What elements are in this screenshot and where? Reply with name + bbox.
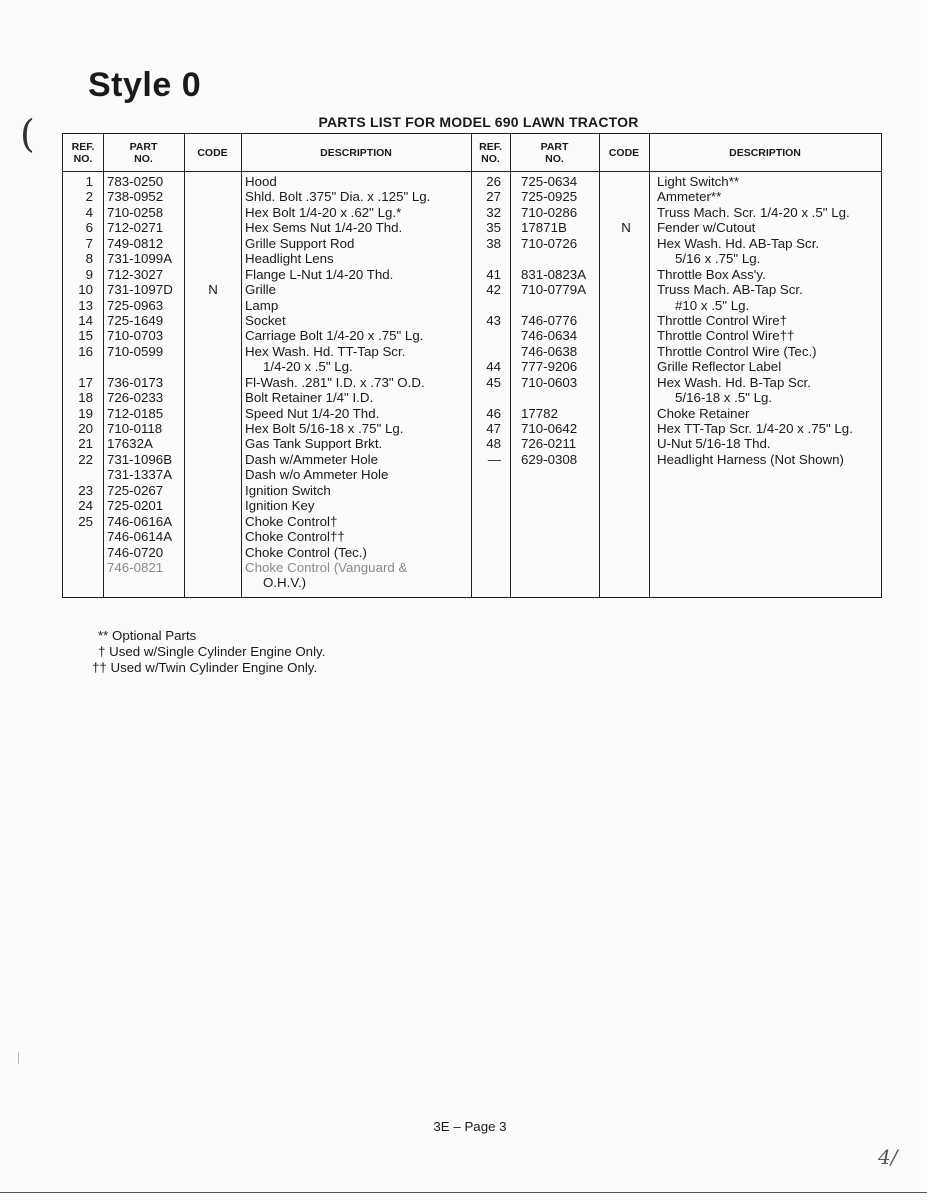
description-cell: Lamp xyxy=(245,297,279,313)
table-row xyxy=(63,467,881,482)
ref-cell: 42 xyxy=(486,282,501,298)
table-row xyxy=(63,328,881,343)
description-cell: Headlight Lens xyxy=(245,251,334,267)
part-no-cell: 17871B xyxy=(521,220,567,236)
description-cell: Grille Reflector Label xyxy=(657,359,782,375)
description-cell: Throttle Control Wire† xyxy=(657,312,788,328)
part-no-cell: 17632A xyxy=(107,436,153,452)
table-row xyxy=(63,220,881,235)
part-no-cell: 725-0925 xyxy=(521,189,578,205)
description-cell: Fl-Wash. .281" I.D. x .73" O.D. xyxy=(245,374,425,390)
table-row xyxy=(63,313,881,328)
ref-cell: 20 xyxy=(78,421,93,436)
style-title: Style 0 xyxy=(88,66,202,104)
ref-cell: 45 xyxy=(486,374,501,390)
part-no-cell: 731-1097D xyxy=(107,282,173,298)
description-cell: Dash w/o Ammeter Hole xyxy=(245,467,389,483)
ref-cell: 14 xyxy=(78,312,93,328)
part-no-cell: 725-1649 xyxy=(107,312,164,328)
ref-cell: 22 xyxy=(78,451,93,467)
description-cell: Hex Wash. Hd. TT-Tap Scr. xyxy=(245,343,406,359)
description-cell: Hex Bolt 1/4-20 x .62" Lg.* xyxy=(245,204,402,220)
description-cell: Hex Sems Nut 1/4-20 Thd. xyxy=(245,220,403,236)
description-cell: Grille xyxy=(245,282,277,298)
ref-cell: — xyxy=(487,451,501,467)
description-cell: Ignition Key xyxy=(245,498,315,514)
part-no-cell: 738-0952 xyxy=(107,189,164,205)
header-ref-no: REF. NO. xyxy=(71,140,95,165)
table-row xyxy=(63,406,881,421)
table-row xyxy=(63,529,881,544)
ref-cell: 32 xyxy=(486,204,501,220)
footnote-optional: ** Optional Parts xyxy=(98,628,197,643)
part-no-cell: 831-0823A xyxy=(521,266,587,282)
part-no-cell: 710-0642 xyxy=(521,421,578,436)
footnote-twin-cylinder: †† Used w/Twin Cylinder Engine Only. xyxy=(92,660,318,675)
description-cell: Throttle Control Wire (Tec.) xyxy=(657,343,817,359)
page-number: 3E – Page 3 xyxy=(433,1119,507,1134)
part-no-cell: 725-0963 xyxy=(107,297,164,313)
header-part-no: PART NO. xyxy=(540,140,569,165)
header-description: DESCRIPTION xyxy=(729,146,801,159)
part-no-cell: 731-1337A xyxy=(107,467,173,483)
description-cell: Headlight Harness (Not Shown) xyxy=(657,451,844,467)
table-row xyxy=(63,344,881,359)
part-no-cell: 710-0726 xyxy=(521,235,578,251)
header-divider xyxy=(63,171,881,172)
description-cell: Hex Wash. Hd. AB-Tap Scr. xyxy=(657,235,820,251)
description-cell: Bolt Retainer 1/4" I.D. xyxy=(245,390,374,406)
ref-cell: 35 xyxy=(486,220,501,236)
ref-cell: 47 xyxy=(486,421,501,436)
part-no-cell: 746-0616A xyxy=(107,513,173,529)
part-no-cell: 777-9206 xyxy=(521,359,578,375)
part-no-cell: 710-0603 xyxy=(521,374,578,390)
description-cell: Choke Control (Tec.) xyxy=(245,544,367,560)
table-row xyxy=(63,483,881,498)
table-row xyxy=(63,375,881,390)
description-cell: 5/16 x .75" Lg. xyxy=(675,251,761,267)
parts-list-title: PARTS LIST FOR MODEL 690 LAWN TRACTOR xyxy=(318,114,639,130)
part-no-cell: 731-1096B xyxy=(107,451,173,467)
ref-cell: 1 xyxy=(85,174,93,189)
ref-cell: 24 xyxy=(78,498,93,514)
part-no-cell: 746-0821 xyxy=(107,559,164,575)
description-cell: Fender w/Cutout xyxy=(657,220,756,236)
part-no-cell: 726-0211 xyxy=(521,436,577,452)
description-cell: Ammeter** xyxy=(657,189,722,205)
part-no-cell: 710-0258 xyxy=(107,204,164,220)
table-row xyxy=(63,390,881,405)
description-cell: Hood xyxy=(245,174,277,189)
ref-cell: 44 xyxy=(486,359,501,375)
description-cell: Gas Tank Support Brkt. xyxy=(245,436,383,452)
ref-cell: 38 xyxy=(486,235,501,251)
table-row xyxy=(63,421,881,436)
table-row xyxy=(63,174,881,189)
table-row xyxy=(63,267,881,282)
code-cell: N xyxy=(208,282,218,298)
ref-cell: 48 xyxy=(486,436,501,452)
table-row xyxy=(63,282,881,297)
ref-cell: 2 xyxy=(85,189,93,205)
ref-cell: 16 xyxy=(78,343,93,359)
bottom-rule xyxy=(0,1192,927,1193)
footnotes xyxy=(92,628,325,676)
ref-cell: 6 xyxy=(85,220,93,236)
margin-tick-mark xyxy=(18,1052,19,1064)
description-cell: Hex Wash. Hd. B-Tap Scr. xyxy=(657,374,811,390)
part-no-cell: 712-0271 xyxy=(107,220,164,236)
part-no-cell: 725-0634 xyxy=(521,174,578,189)
description-cell: 1/4-20 x .5" Lg. xyxy=(263,359,353,375)
description-cell: Socket xyxy=(245,312,286,328)
ref-cell: 8 xyxy=(85,251,93,267)
description-cell: Shld. Bolt .375" Dia. x .125" Lg. xyxy=(245,189,431,205)
right-rows xyxy=(63,174,881,467)
table-row xyxy=(63,560,881,575)
description-cell: Throttle Control Wire†† xyxy=(657,328,795,344)
description-cell: Choke Retainer xyxy=(657,405,750,421)
code-cell: N xyxy=(621,220,631,236)
description-cell: Truss Mach. AB-Tap Scr. xyxy=(657,282,803,298)
parts-table xyxy=(62,133,882,598)
ref-cell: 21 xyxy=(78,436,93,452)
part-no-cell: 710-0118 xyxy=(107,421,163,436)
part-no-cell: 629-0308 xyxy=(521,451,578,467)
part-no-cell: 710-0286 xyxy=(521,204,578,220)
table-row xyxy=(63,545,881,560)
ref-cell: 17 xyxy=(78,374,93,390)
ref-cell: 4 xyxy=(85,204,93,220)
table-row xyxy=(63,436,881,451)
table-row xyxy=(63,575,881,590)
ref-cell: 18 xyxy=(78,390,93,406)
header-part-no: PART NO. xyxy=(129,140,158,165)
part-no-cell: 746-0614A xyxy=(107,529,173,545)
table-row xyxy=(63,189,881,204)
table-row xyxy=(63,359,881,374)
part-no-cell: 710-0703 xyxy=(107,328,164,344)
part-no-cell: 746-0634 xyxy=(521,328,578,344)
part-no-cell: 712-0185 xyxy=(107,405,164,421)
handwritten-note: 4/ xyxy=(878,1145,898,1169)
table-row xyxy=(63,498,881,513)
ref-cell: 43 xyxy=(486,312,501,328)
ref-cell: 15 xyxy=(78,328,93,344)
ref-cell: 46 xyxy=(486,405,501,421)
description-cell: Truss Mach. Scr. 1/4-20 x .5" Lg. xyxy=(657,204,850,220)
ref-cell: 9 xyxy=(85,266,93,282)
table-row xyxy=(63,251,881,266)
part-no-cell: 726-0233 xyxy=(107,390,164,406)
footnote-single-cylinder: † Used w/Single Cylinder Engine Only. xyxy=(98,644,326,659)
description-cell: Dash w/Ammeter Hole xyxy=(245,451,379,467)
header-ref-no: REF. NO. xyxy=(479,140,502,165)
table-row xyxy=(63,236,881,251)
description-cell: Choke Control†† xyxy=(245,529,345,545)
part-no-cell: 710-0599 xyxy=(107,343,164,359)
part-no-cell: 783-0250 xyxy=(107,174,164,189)
part-no-cell: 710-0779A xyxy=(521,282,587,298)
header-description: DESCRIPTION xyxy=(320,146,392,159)
ref-cell: 7 xyxy=(85,235,93,251)
part-no-cell: 736-0173 xyxy=(107,374,164,390)
part-no-cell: 17782 xyxy=(521,405,558,421)
description-cell: 5/16-18 x .5" Lg. xyxy=(675,390,773,406)
description-cell: O.H.V.) xyxy=(263,575,307,591)
part-no-cell: 725-0267 xyxy=(107,482,164,498)
ref-cell: 10 xyxy=(78,282,93,298)
description-cell: Grille Support Rod xyxy=(245,235,355,251)
description-cell: Ignition Switch xyxy=(245,482,331,498)
ref-cell: 25 xyxy=(78,513,93,529)
description-cell: Light Switch** xyxy=(657,174,740,189)
ref-cell: 26 xyxy=(486,174,501,189)
ref-cell: 13 xyxy=(78,297,93,313)
ref-cell: 41 xyxy=(486,266,501,282)
description-cell: U-Nut 5/16-18 Thd. xyxy=(657,436,771,452)
ref-cell: 27 xyxy=(486,189,501,205)
table-row xyxy=(63,205,881,220)
part-no-cell: 746-0776 xyxy=(521,312,578,328)
description-cell: Throttle Box Ass'y. xyxy=(657,266,766,282)
description-cell: Speed Nut 1/4-20 Thd. xyxy=(245,405,380,421)
ref-cell: 23 xyxy=(78,482,93,498)
ref-cell: 19 xyxy=(78,405,93,421)
description-cell: Flange L-Nut 1/4-20 Thd. xyxy=(245,266,394,282)
table-row xyxy=(63,298,881,313)
header-code: CODE xyxy=(197,146,228,159)
description-cell: Choke Control† xyxy=(245,513,338,529)
header-code: CODE xyxy=(608,146,640,159)
description-cell: Choke Control (Vanguard & xyxy=(245,559,408,575)
part-no-cell: 725-0201 xyxy=(107,498,164,514)
part-no-cell: 746-0638 xyxy=(521,343,578,359)
part-no-cell: 746-0720 xyxy=(107,544,164,560)
part-no-cell: 731-1099A xyxy=(107,251,173,267)
part-no-cell: 712-3027 xyxy=(107,266,164,282)
description-cell: Carriage Bolt 1/4-20 x .75" Lg. xyxy=(245,328,424,344)
description-cell: Hex TT-Tap Scr. 1/4-20 x .75" Lg. xyxy=(657,421,853,436)
description-cell: Hex Bolt 5/16-18 x .75" Lg. xyxy=(245,421,404,436)
part-no-cell: 749-0812 xyxy=(107,235,164,251)
table-row xyxy=(63,514,881,529)
table-row xyxy=(63,452,881,467)
description-cell: #10 x .5" Lg. xyxy=(675,297,750,313)
margin-parenthesis-mark: ( xyxy=(20,112,35,156)
